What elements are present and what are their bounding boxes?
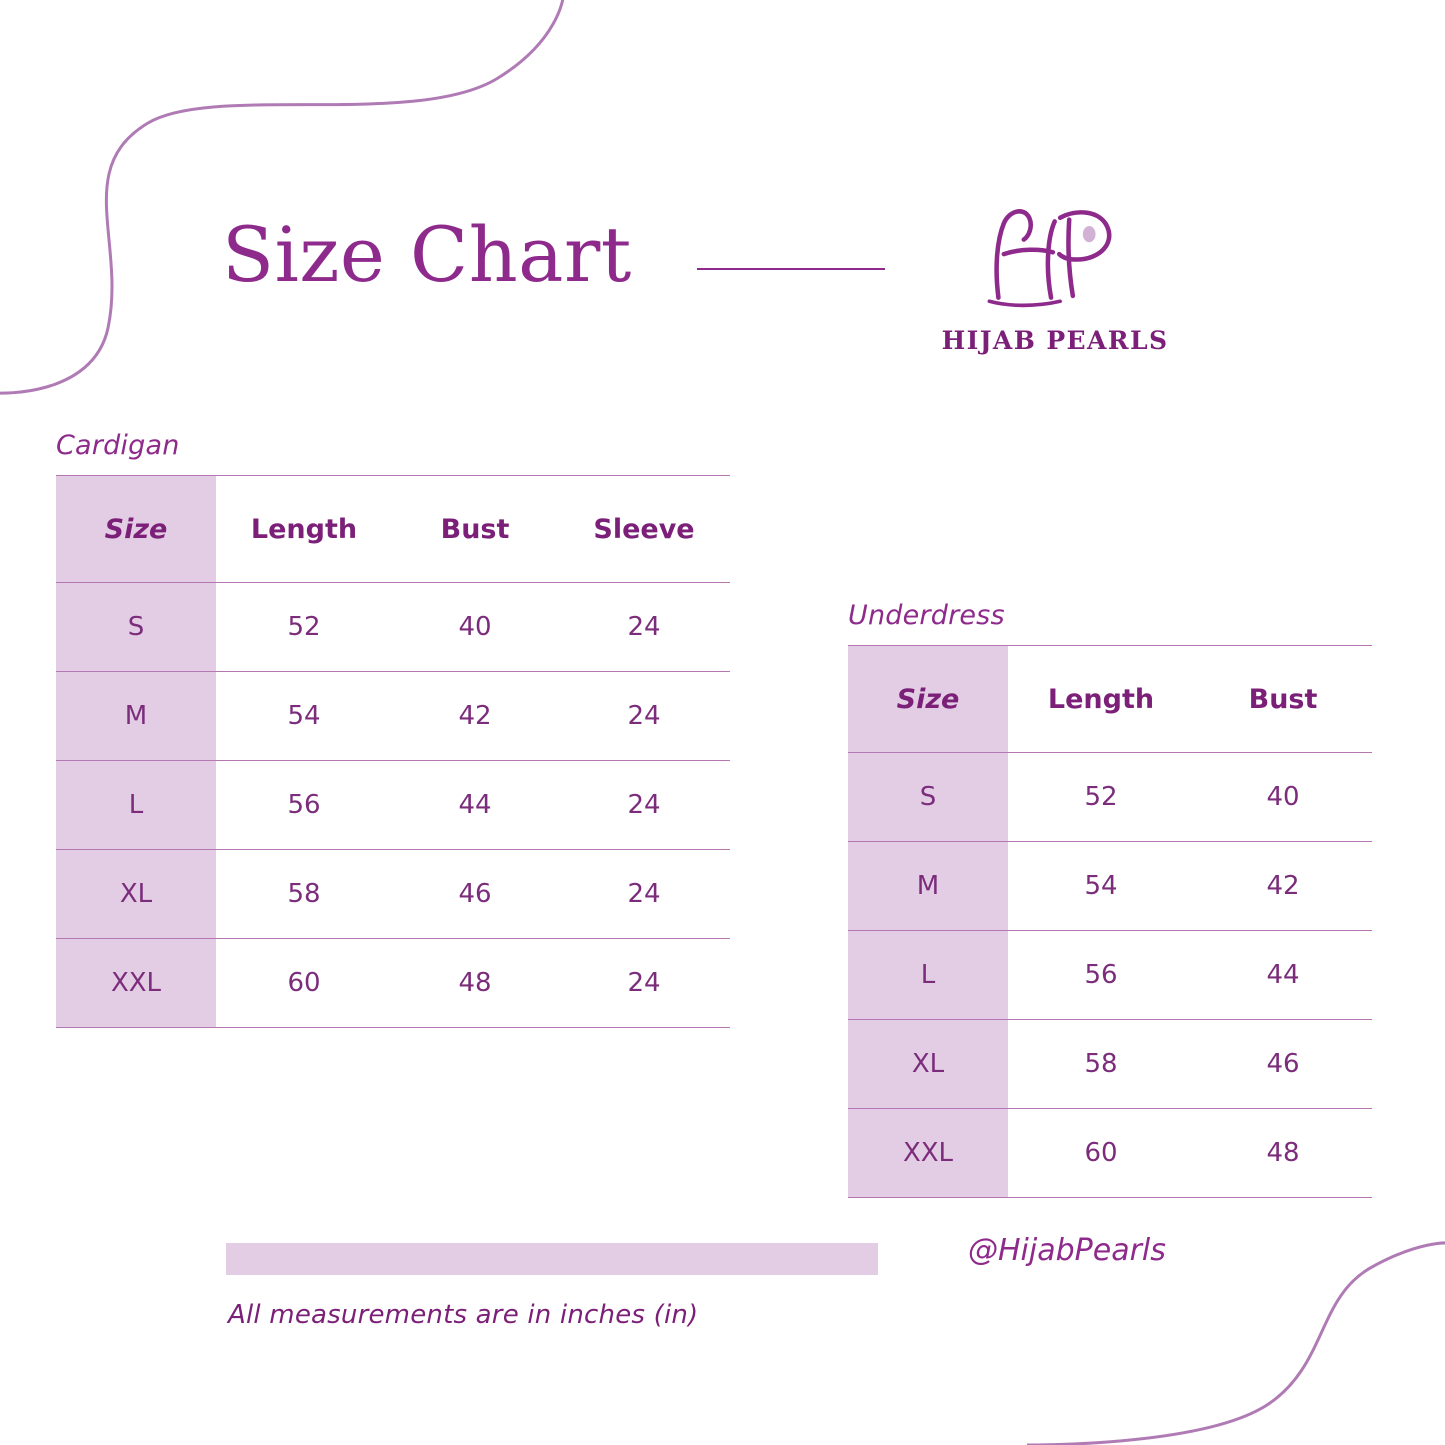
cell-bust: 46: [392, 850, 558, 939]
hp-monogram-icon: [973, 196, 1136, 314]
table-row: [56, 583, 730, 672]
cell-bust: 42: [1194, 842, 1372, 931]
table-row: [848, 842, 1372, 931]
cell-size: M: [848, 842, 1008, 931]
column-header-size: Size: [56, 476, 216, 583]
table-header-row: [56, 476, 730, 583]
cell-length: 60: [216, 939, 392, 1028]
cell-bust: 40: [1194, 753, 1372, 842]
column-header-sleeve: Sleeve: [558, 476, 730, 583]
cell-sleeve: 24: [558, 761, 730, 850]
page-header: [0, 196, 1445, 366]
cell-sleeve: 24: [558, 850, 730, 939]
cardigan-size-table: [56, 475, 730, 1028]
underdress-size-table: [848, 645, 1372, 1198]
column-header-bust: Bust: [1194, 646, 1372, 753]
column-header-size: Size: [848, 646, 1008, 753]
column-header-length: Length: [216, 476, 392, 583]
table-row: [56, 939, 730, 1028]
cell-length: 56: [1008, 931, 1194, 1020]
cell-bust: 42: [392, 672, 558, 761]
footer-accent-bar: [226, 1243, 878, 1275]
column-header-length: Length: [1008, 646, 1194, 753]
cell-size: XL: [56, 850, 216, 939]
cell-sleeve: 24: [558, 583, 730, 672]
page-title: Size Chart: [222, 210, 632, 299]
table-header-row: [848, 646, 1372, 753]
brand-name: HIJAB PEARLS: [941, 326, 1169, 355]
title-divider: [697, 268, 885, 270]
cell-size: L: [848, 931, 1008, 1020]
measurement-note: All measurements are in inches (in): [228, 1300, 699, 1330]
cell-size: XL: [848, 1020, 1008, 1109]
cell-length: 58: [216, 850, 392, 939]
cell-length: 54: [216, 672, 392, 761]
cell-bust: 48: [392, 939, 558, 1028]
table-row: [848, 931, 1372, 1020]
cell-size: XXL: [56, 939, 216, 1028]
cell-bust: 40: [392, 583, 558, 672]
cell-length: 60: [1008, 1109, 1194, 1198]
column-header-bust: Bust: [392, 476, 558, 583]
cardigan-table-block: [56, 430, 730, 1028]
cell-size: S: [56, 583, 216, 672]
cell-bust: 44: [1194, 931, 1372, 1020]
table-row: [56, 672, 730, 761]
table-row: [56, 850, 730, 939]
cell-sleeve: 24: [558, 939, 730, 1028]
table-row: [56, 761, 730, 850]
cell-length: 56: [216, 761, 392, 850]
social-handle: @HijabPearls: [968, 1233, 1166, 1268]
cell-size: L: [56, 761, 216, 850]
cell-size: S: [848, 753, 1008, 842]
cardigan-label: Cardigan: [56, 430, 180, 461]
underdress-table-block: [848, 600, 1372, 1198]
cell-size: XXL: [848, 1109, 1008, 1198]
cell-length: 54: [1008, 842, 1194, 931]
table-row: [848, 753, 1372, 842]
table-row: [848, 1109, 1372, 1198]
cell-sleeve: 24: [558, 672, 730, 761]
cell-length: 58: [1008, 1020, 1194, 1109]
table-row: [848, 1020, 1372, 1109]
underdress-label: Underdress: [848, 600, 1005, 631]
cell-size: M: [56, 672, 216, 761]
cell-bust: 48: [1194, 1109, 1372, 1198]
cell-bust: 46: [1194, 1020, 1372, 1109]
cell-length: 52: [1008, 753, 1194, 842]
brand-lockup: [940, 196, 1170, 355]
cell-length: 52: [216, 583, 392, 672]
cell-bust: 44: [392, 761, 558, 850]
